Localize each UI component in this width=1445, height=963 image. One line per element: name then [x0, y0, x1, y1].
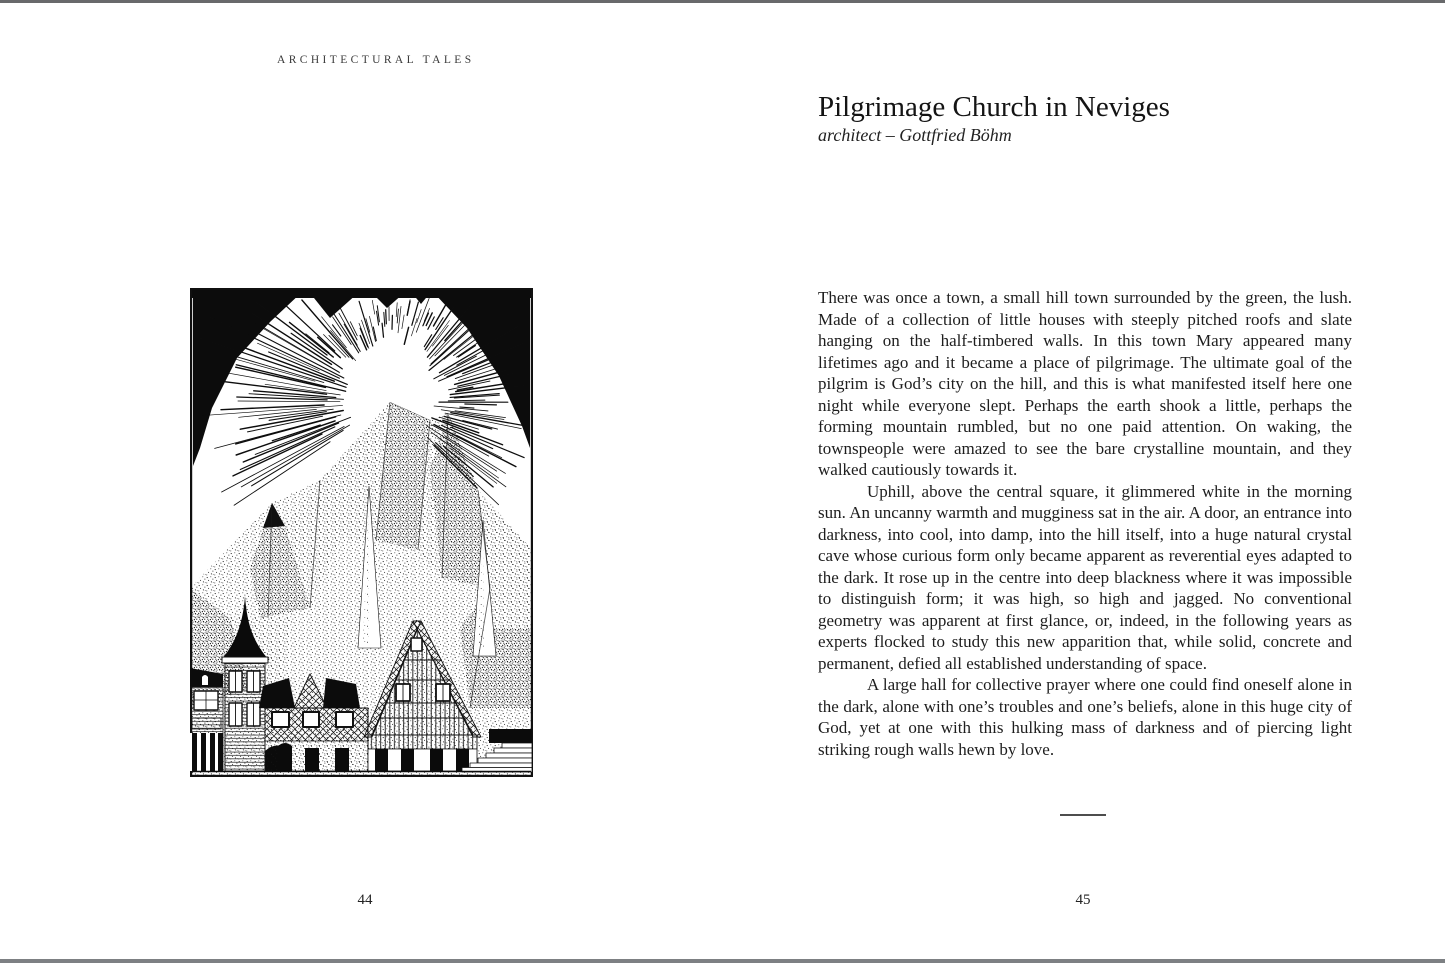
chapter-byline: architect – Gottfried Böhm [818, 125, 1012, 145]
body-paragraph: There was once a town, a small hill town surrounded by the green, the lush. Made of a collection of little houses with steeply pitched roofs and slate hanging on the half-timbered walls. In this town Mary appeared many lifetimes ago and it became a place of pilgrimage. The ultimate goal of the pilgrim is God’s city on the hill, and this is what manifested itself here one night while everyone slept. Perhaps the earth shook a little, perhaps the forming mountain rumbled, but no one paid attention. On waking, the townspeople were amazed to see the bare crystalline mountain, and they walked cautiously towards it. [818, 288, 1352, 479]
story-text [818, 287, 1352, 760]
chapter-title: Pilgrimage Church in Neviges [818, 91, 1170, 123]
neviges-illustration [190, 288, 533, 777]
page-number-left: 44 [357, 892, 373, 908]
running-head: ARCHITECTURAL TALES [277, 54, 475, 66]
house-halftimber [259, 674, 368, 771]
scan-edge-bottom [0, 959, 1445, 963]
page-number-right: 45 [1075, 892, 1091, 908]
body-paragraph: Uphill, above the central square, it glimmered white in the morning sun. An uncanny warmth and mugginess sat in the air. A door, an entrance into darkness, into cool, into damp, into the hill itself, into a huge natural crystal cave whose curious form only became apparent as reverential eyes adapted to the dark. It rose up in the centre into deep blackness where it was impossible to distinguish form; it was high, so high and jagged. No conventional geometry was apparent at first glance, or, indeed, in the following years as experts flocked to study this new apparition that, while solid, concrete and permanent, defied all established understanding of space. [818, 481, 1352, 673]
section-divider [1060, 814, 1106, 816]
body-paragraph: A large hall for collective prayer where one could find oneself alone in the dark, alone with one’s troubles and one’s beliefs, alone in this huge city of God, yet at one with this hulking mass of darkness and of piercing light striking rough walls hewn by love. [818, 675, 1352, 759]
illustration-figure [190, 288, 533, 777]
house-left [190, 668, 223, 771]
scan-edge-top [0, 0, 1445, 3]
